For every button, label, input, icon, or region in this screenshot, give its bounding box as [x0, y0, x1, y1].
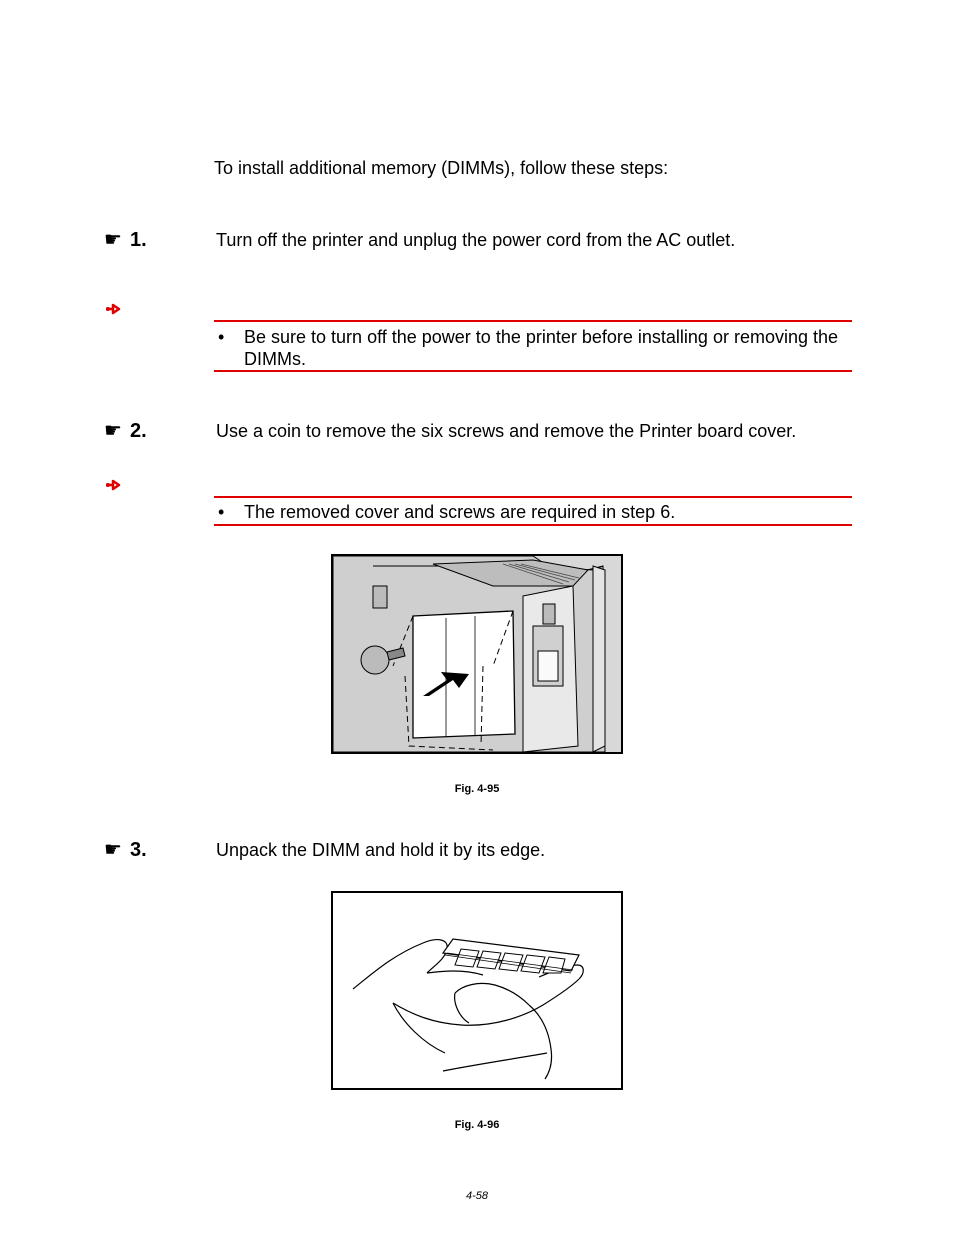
- note-item: [214, 326, 852, 370]
- note-text: Be sure to turn off the power to the printer before installing or removing the DIMMs.: [244, 327, 838, 369]
- bullet: •: [218, 327, 225, 347]
- note-box: [214, 320, 852, 372]
- note-arrow-icon: [105, 479, 123, 491]
- pointing-hand-icon: ☛: [104, 839, 122, 861]
- figure-dimm-in-hand: [331, 891, 623, 1090]
- printer-board-illustration: [333, 556, 621, 752]
- step-number: 3.: [130, 839, 147, 861]
- step-text: Unpack the DIMM and hold it by its edge.: [216, 840, 546, 860]
- step-text: Use a coin to remove the six screws and remove the Printer board cover.: [216, 421, 797, 441]
- note-arrow-icon: [105, 303, 123, 315]
- intro-text: To install additional memory (DIMMs), follow these steps:: [214, 158, 669, 178]
- pointing-hand-icon: ☛: [104, 229, 122, 251]
- step-text: Turn off the printer and unplug the power cord from the AC outlet.: [216, 230, 736, 250]
- figure-caption: Fig. 4-95: [454, 783, 500, 795]
- note-box: [214, 496, 852, 526]
- dimm-hand-illustration: [333, 893, 621, 1088]
- figure-caption: Fig. 4-96: [454, 1119, 500, 1131]
- note-item: [214, 501, 852, 523]
- step-number: 2.: [130, 420, 147, 442]
- figure-printer-cover: [331, 554, 623, 754]
- note-text: The removed cover and screws are required in step 6.: [244, 502, 676, 522]
- bullet: •: [218, 502, 225, 522]
- page-number: 4-58: [465, 1190, 489, 1202]
- step-number: 1.: [130, 229, 147, 251]
- pointing-hand-icon: ☛: [104, 420, 122, 442]
